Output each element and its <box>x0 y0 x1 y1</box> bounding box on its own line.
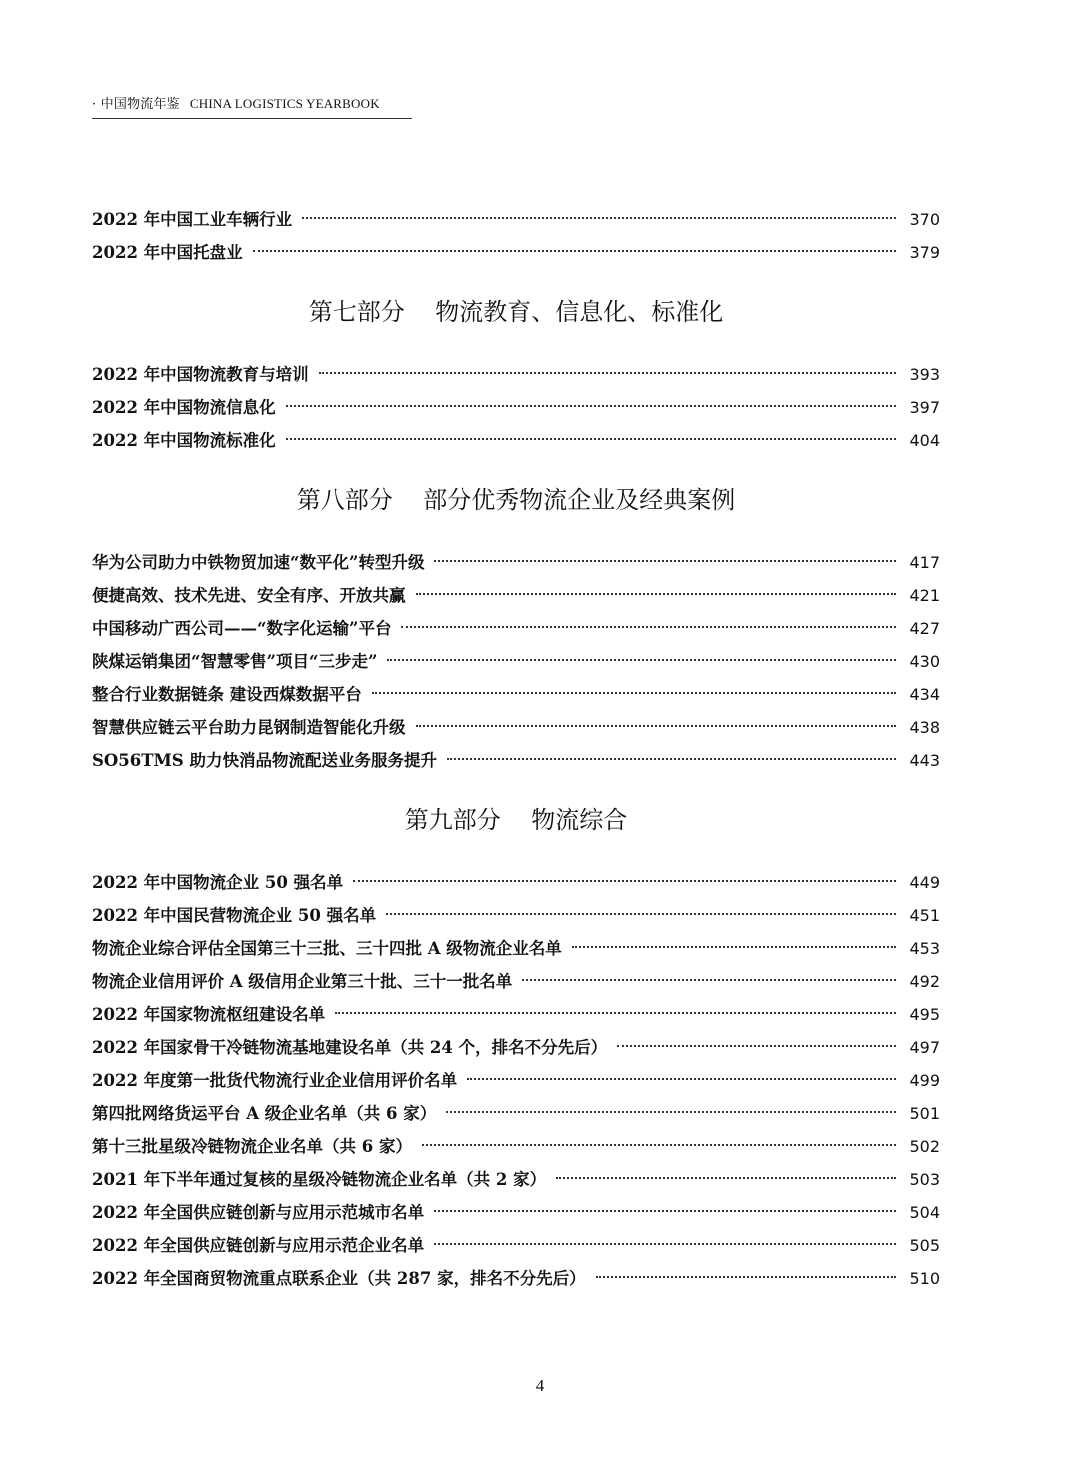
toc-entry-page: 495 <box>909 1005 940 1024</box>
yearbook-title-chinese: · 中国物流年鉴 <box>92 97 180 112</box>
dot-leader <box>372 692 896 694</box>
toc-entry-title: 华为公司助力中铁物贸加速“数平化”转型升级 <box>92 553 425 572</box>
toc-entry[interactable] <box>92 1097 940 1130</box>
toc-entry-page: 397 <box>909 398 940 417</box>
toc-entry-title: 2022 年中国物流标准化 <box>92 431 276 450</box>
dot-leader <box>416 725 897 727</box>
toc-entry-title: 2022 年中国物流信息化 <box>92 398 276 417</box>
toc-entry[interactable] <box>92 711 940 744</box>
toc-entry-title: 2022 年中国物流企业 50 强名单 <box>92 873 344 892</box>
toc-entry-title: 物流企业信用评价 A 级信用企业第三十批、三十一批名单 <box>92 972 513 991</box>
toc-entry-title: 便捷高效、技术先进、安全有序、开放共赢 <box>92 586 406 605</box>
dot-leader <box>386 913 896 915</box>
toc-entry-page: 499 <box>909 1071 940 1090</box>
part-heading: 第八部分 部分优秀物流企业及经典案例 <box>296 486 736 514</box>
dot-leader <box>401 626 896 628</box>
dot-leader <box>522 979 896 981</box>
dot-leader <box>467 1078 896 1080</box>
toc-entry[interactable] <box>92 1262 940 1295</box>
toc-entry-page: 427 <box>909 619 940 638</box>
toc-entry-page: 510 <box>909 1269 940 1288</box>
toc-entry[interactable] <box>92 744 940 777</box>
toc-entry-page: 502 <box>909 1137 940 1156</box>
toc-entry[interactable] <box>92 645 940 678</box>
toc-entry[interactable] <box>92 866 940 899</box>
dot-leader <box>434 560 896 562</box>
toc-entry[interactable] <box>92 998 940 1031</box>
toc-entry-page: 438 <box>909 718 940 737</box>
toc-entry-title: 整合行业数据链条 建设西煤数据平台 <box>92 685 362 704</box>
toc-entry-title: SO56TMS 助力快消品物流配送业务服务提升 <box>92 751 437 770</box>
toc-entry-page: 503 <box>909 1170 940 1189</box>
toc-entry-page: 379 <box>909 243 940 262</box>
toc-entry-page: 421 <box>909 586 940 605</box>
toc-entry[interactable] <box>92 1031 940 1064</box>
toc-entry-title: 2022 年中国民营物流企业 50 强名单 <box>92 906 377 925</box>
toc-entry-title: 2022 年国家骨干冷链物流基地建设名单（共 24 个，排名不分先后） <box>92 1038 608 1057</box>
toc-entry[interactable] <box>92 1163 940 1196</box>
toc-entry-page: 393 <box>909 365 940 384</box>
dot-leader <box>556 1177 896 1179</box>
toc-entry-title: 2022 年全国商贸物流重点联系企业（共 287 家，排名不分先后） <box>92 1269 586 1288</box>
toc-entry-title: 2022 年中国物流教育与培训 <box>92 365 309 384</box>
toc-entry-page: 417 <box>909 553 940 572</box>
dot-leader <box>387 659 896 661</box>
dot-leader <box>286 405 896 407</box>
dot-leader <box>617 1045 896 1047</box>
dot-leader <box>319 372 896 374</box>
toc-entry-page: 453 <box>909 939 940 958</box>
running-header <box>92 93 412 119</box>
dot-leader <box>596 1276 896 1278</box>
dot-leader <box>446 1111 896 1113</box>
toc-entry-title: 2022 年全国供应链创新与应用示范企业名单 <box>92 1236 425 1255</box>
toc-entry-title: 2022 年中国托盘业 <box>92 243 243 262</box>
toc-entry[interactable] <box>92 899 940 932</box>
toc-entry-title: 中国移动广西公司——“数字化运输”平台 <box>92 619 392 638</box>
dot-leader <box>422 1144 896 1146</box>
toc-entry-title: 2022 年国家物流枢纽建设名单 <box>92 1005 326 1024</box>
toc-entry-title: 陕煤运销集团“智慧零售”项目“三步走” <box>92 652 378 671</box>
toc-entry[interactable] <box>92 965 940 998</box>
table-of-contents <box>92 203 940 1295</box>
dot-leader <box>302 217 896 219</box>
part-heading: 第七部分 物流教育、信息化、标准化 <box>308 298 724 326</box>
toc-entry-page: 449 <box>909 873 940 892</box>
toc-entry-page: 492 <box>909 972 940 991</box>
toc-entry[interactable] <box>92 203 940 236</box>
toc-entry[interactable] <box>92 546 940 579</box>
toc-entry-title: 智慧供应链云平台助力昆钢制造智能化升级 <box>92 718 406 737</box>
dot-leader <box>335 1012 896 1014</box>
toc-entry[interactable] <box>92 358 940 391</box>
toc-entry[interactable] <box>92 678 940 711</box>
toc-entry-page: 505 <box>909 1236 940 1255</box>
toc-entry-page: 404 <box>909 431 940 450</box>
toc-entry-title: 第十三批星级冷链物流企业名单（共 6 家） <box>92 1137 412 1156</box>
toc-entry[interactable] <box>92 932 940 965</box>
toc-entry-page: 497 <box>909 1038 940 1057</box>
yearbook-title-english: CHINA LOGISTICS YEARBOOK <box>189 96 380 111</box>
dot-leader <box>434 1243 896 1245</box>
toc-entry[interactable] <box>92 1130 940 1163</box>
toc-entry-page: 370 <box>909 210 940 229</box>
toc-entry[interactable] <box>92 579 940 612</box>
dot-leader <box>416 593 897 595</box>
toc-entry[interactable] <box>92 612 940 645</box>
toc-entry[interactable] <box>92 236 940 269</box>
toc-entry-page: 501 <box>909 1104 940 1123</box>
toc-entry-title: 2022 年中国工业车辆行业 <box>92 210 293 229</box>
toc-entry-page: 434 <box>909 685 940 704</box>
dot-leader <box>353 880 896 882</box>
dot-leader <box>447 758 896 760</box>
toc-entry-page: 430 <box>909 652 940 671</box>
toc-entry[interactable] <box>92 1196 940 1229</box>
dot-leader <box>434 1210 896 1212</box>
toc-entry[interactable] <box>92 1064 940 1097</box>
dot-leader <box>253 250 896 252</box>
part-heading: 第九部分 物流综合 <box>404 806 628 834</box>
toc-entry-title: 2022 年度第一批货代物流行业企业信用评价名单 <box>92 1071 458 1090</box>
toc-entry-page: 504 <box>909 1203 940 1222</box>
toc-entry[interactable] <box>92 1229 940 1262</box>
toc-entry[interactable] <box>92 424 940 457</box>
toc-entry-title: 物流企业综合评估全国第三十三批、三十四批 A 级物流企业名单 <box>92 939 562 958</box>
toc-entry-page: 443 <box>909 751 940 770</box>
page-number: 4 <box>535 1376 545 1395</box>
toc-entry-title: 第四批网络货运平台 A 级企业名单（共 6 家） <box>92 1104 437 1123</box>
dot-leader <box>286 438 896 440</box>
toc-entry[interactable] <box>92 391 940 424</box>
dot-leader <box>572 946 896 948</box>
toc-entry-title: 2022 年全国供应链创新与应用示范城市名单 <box>92 1203 425 1222</box>
toc-entry-page: 451 <box>909 906 940 925</box>
toc-entry-title: 2021 年下半年通过复核的星级冷链物流企业名单（共 2 家） <box>92 1170 547 1189</box>
